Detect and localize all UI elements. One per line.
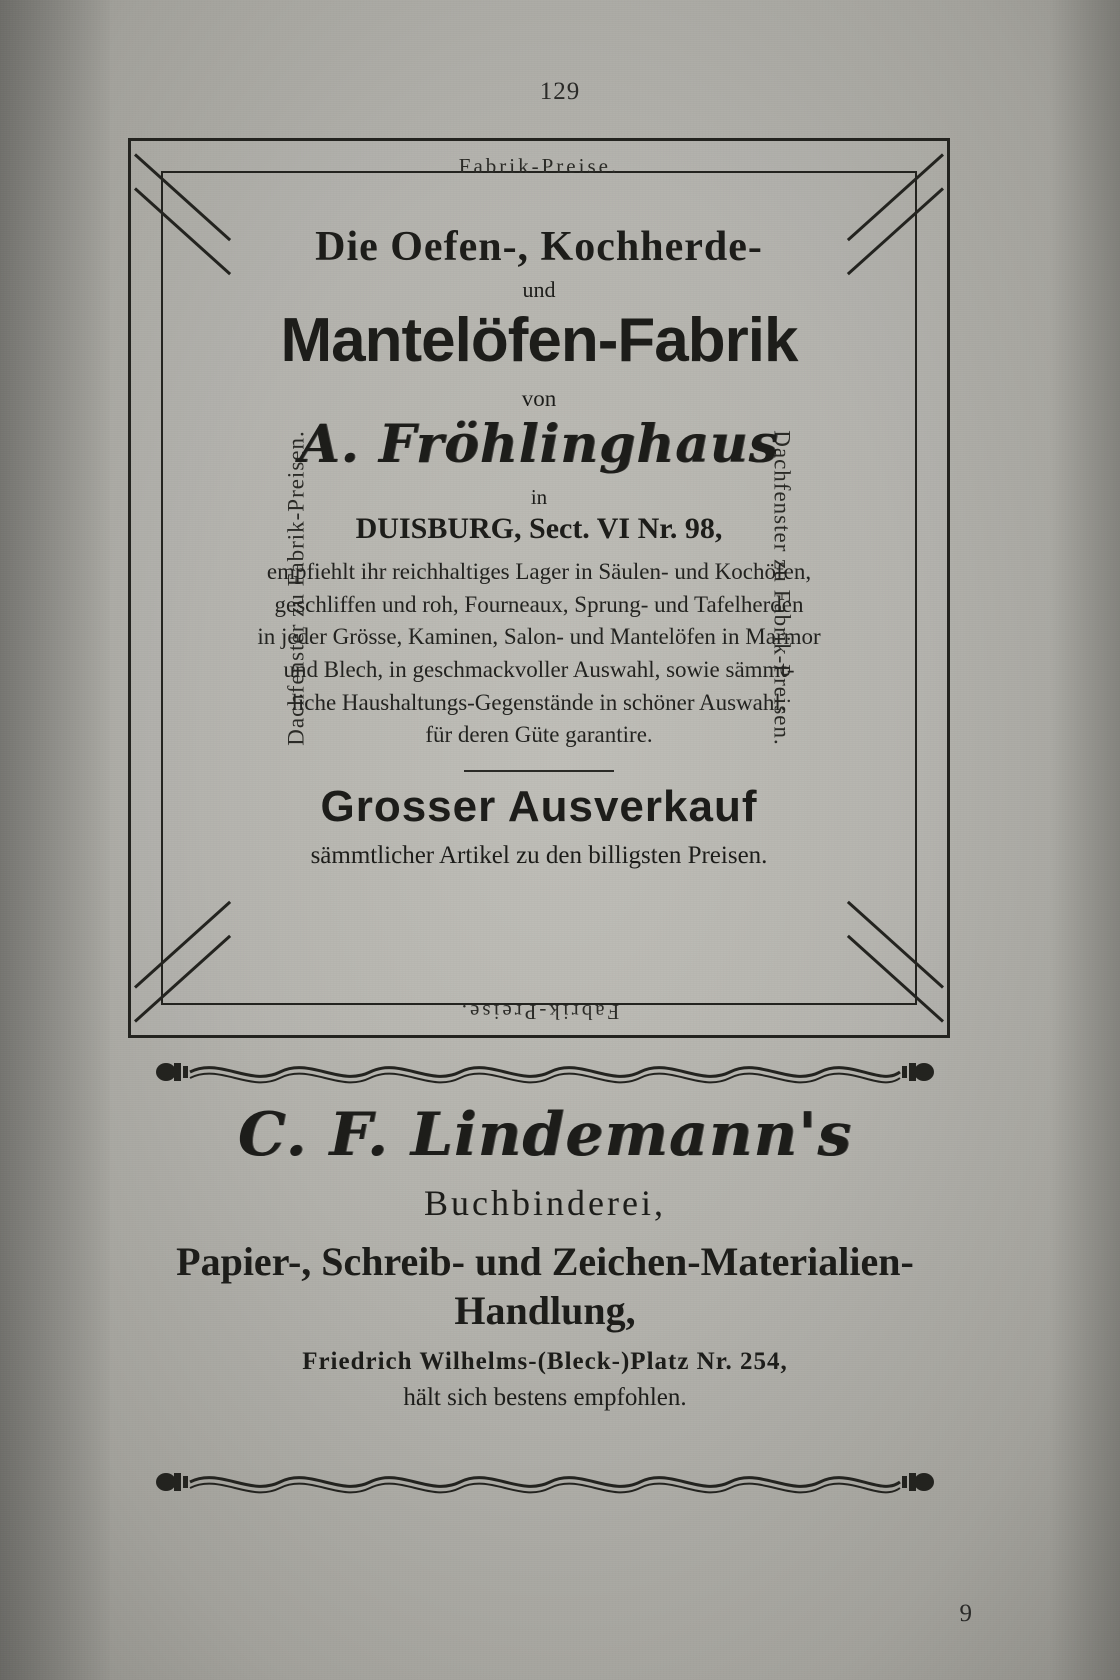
signature-mark-bottom: 9 bbox=[959, 1600, 972, 1627]
offer-line: empfiehlt ihr reichhaltiges Lager in Säulen- und Kochöfen, bbox=[266, 559, 812, 584]
offer-line: für deren Güte garantire. bbox=[425, 722, 653, 748]
frame-caption-top: Fabrik-Preise. bbox=[458, 154, 620, 178]
offer-line: liche Haushaltungs-Gegenstände in schöner Auswahl, bbox=[291, 689, 787, 715]
frame-caption-left: Dachfenster zu Fabrik-Preisen. bbox=[283, 430, 309, 746]
divider-rule bbox=[464, 770, 614, 772]
offer-line: geschliffen und roh, Fourneaux, Sprung- und Tafelherden bbox=[274, 591, 804, 617]
word-in: in bbox=[530, 485, 548, 509]
advertisement-body bbox=[183, 203, 895, 981]
page-number-top: 129 bbox=[539, 78, 581, 105]
word-von: von bbox=[521, 386, 557, 411]
offer-line: in jeder Grösse, Kaminen, Salon- und Mantelöfen in Marmor bbox=[257, 624, 821, 650]
ornament-rule-bottom bbox=[150, 1465, 940, 1499]
goods-line-2: Handlung, bbox=[454, 1288, 636, 1333]
headline-oefen: Die Oefen-, Kochherde- bbox=[315, 224, 763, 270]
business-address: Friedrich Wilhelms-(Bleck-)Platz Nr. 254, bbox=[302, 1348, 788, 1375]
frame-caption-right: Dachfenster zu Fabrik-Preisen. bbox=[769, 430, 795, 746]
conjunction-und: und bbox=[522, 277, 556, 302]
trade-label: Buchbinderei, bbox=[424, 1183, 666, 1223]
advertisement-bookbinder bbox=[150, 1100, 940, 1412]
advertisement-stove-factory bbox=[128, 138, 950, 1038]
ornament-rule-top bbox=[150, 1055, 940, 1089]
proprietor-name: A. Fröhlinghaus bbox=[299, 414, 779, 475]
offer-paragraph bbox=[183, 556, 895, 752]
frame-caption-bottom: Fabrik-Preise. bbox=[458, 1000, 620, 1024]
goods-line-1: Papier-, Schreib- und Zeichen-Materialien- bbox=[176, 1239, 914, 1284]
offer-line: und Blech, in geschmackvoller Auswahl, sowie sämmt- bbox=[283, 656, 795, 682]
city-address-line: DUISBURG, Sect. VI Nr. 98, bbox=[355, 512, 723, 545]
sale-headline: Grosser Ausverkauf bbox=[320, 781, 758, 831]
headline-mantelofen-fabrik: Mantelöfen-Fabrik bbox=[280, 306, 798, 375]
business-tagline: hält sich bestens empfohlen. bbox=[403, 1384, 687, 1411]
business-name: C. F. Lindemann's bbox=[237, 1100, 853, 1170]
sale-subline: sämmtlicher Artikel zu den billigsten Preisen. bbox=[310, 841, 768, 869]
